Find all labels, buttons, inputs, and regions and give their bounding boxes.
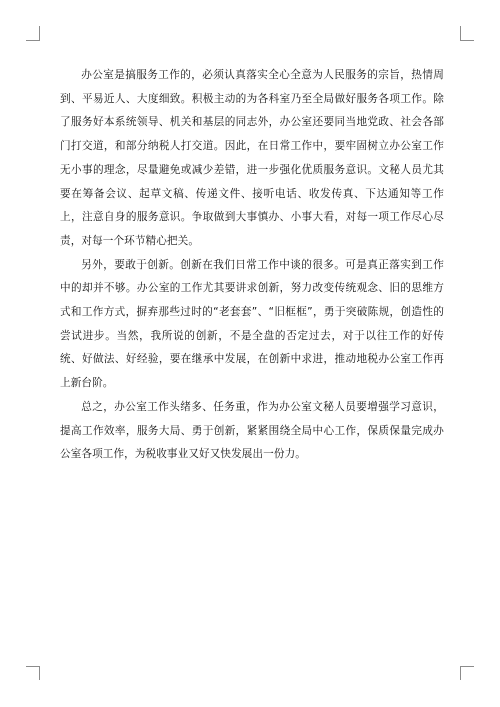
paragraph-conclusion: 总之，办公室工作头绪多、任务重，作为办公室文秘人员要增强学习意识，提高工作效率，服务大局、勇于创新，紧紧围绕全局中心工作，保质保量完成办公室各项工作，为税收事业又好又快发展出一份力。 <box>60 400 444 461</box>
crop-mark-bottom-left-vertical <box>39 666 40 680</box>
crop-mark-top-right-vertical <box>460 26 461 40</box>
paragraph-service: 办公室是搞服务工作的，必须认真落实全心全意为人民服务的宗旨，热情周到、平易近人、大度细致。积极主动的为各科室乃至全局做好服务各项工作。除了服务好本系统领导、机关和基层的同志外，办公室还要同当地党政、社会各部门打交道，和部分纳税人打交道。因此，在日常工作中，要牢固树立办公室工作无小事的理念，尽量避免或减少差错，进一步强化优质服务意识。文秘人员尤其要在筹备会议、起草文稿、传递文件、接听电话、收发传真、下达通知等工作上，注意自身的服务意识。争取做到大事慎办、小事大看，对每一项工作尽心尽责，对每一个环节精心把关。 <box>60 69 444 247</box>
crop-mark-top-left-vertical <box>39 26 40 40</box>
paragraph-innovation: 另外，要敢于创新。创新在我们日常工作中谈的很多。可是真正落实到工作中的却并不够。办公室的工作尤其要讲求创新，努力改变传统观念、旧的思维方式和工作方式，摒弃那些过时的“老套套”、“旧框框”，勇于突破陈规，创造性的尝试进步。当然，我所说的创新，不是全盘的否定过去，对于以往工作的好传统、好做法、好经验，要在继承中发展，在创新中求进，推动地税办公室工作再上新台阶。 <box>60 258 444 390</box>
document-body <box>60 64 444 467</box>
crop-mark-top-left-horizontal <box>26 40 40 41</box>
crop-mark-bottom-right-vertical <box>460 666 461 680</box>
crop-mark-bottom-right-horizontal <box>460 666 474 667</box>
crop-mark-top-right-horizontal <box>460 40 474 41</box>
crop-mark-bottom-left-horizontal <box>26 666 40 667</box>
